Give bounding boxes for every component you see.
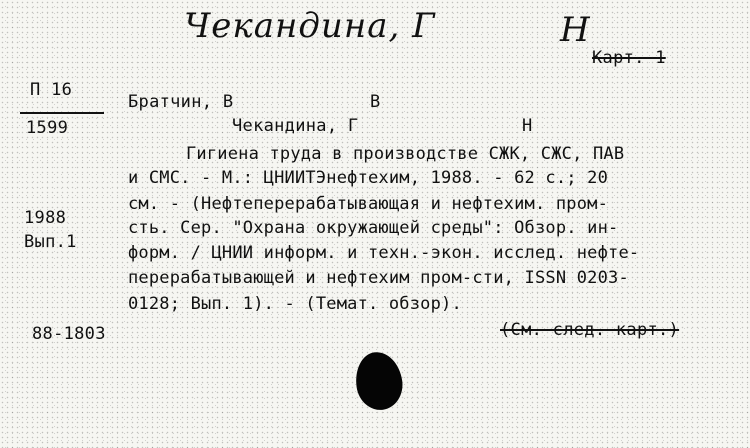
- call-number-divider: [20, 112, 104, 114]
- description-line: см. - (Нефтеперерабатывающая и нефтехим. пром-: [128, 194, 609, 214]
- record-number: 88-1803: [32, 324, 106, 344]
- description-line: сть. Сер. "Охрана окружающей среды": Обзор. ин-: [128, 218, 619, 238]
- handwritten-initial: Н: [560, 10, 591, 50]
- handwritten-author: Чекандина, Г: [184, 6, 436, 46]
- inventory-number: 1599: [26, 118, 69, 138]
- year: 1988: [24, 208, 67, 228]
- description-line: 0128; Вып. 1). - (Темат. обзор).: [128, 294, 462, 314]
- continuation-note: (См. след. карт.): [500, 320, 680, 340]
- description-line: и СМС. - М.: ЦНИИТЭнефтехим, 1988. - 62 с.; 20: [128, 168, 609, 188]
- call-number: П 16: [30, 80, 73, 100]
- description-line: перерабатывающей и нефтехим пром-сти, ISSN 0203-: [128, 268, 629, 288]
- second-author-initial: Н: [522, 116, 533, 136]
- first-author-initial: В: [370, 92, 381, 112]
- issue: Вып.1: [24, 232, 77, 252]
- first-author: Братчин, В: [128, 92, 234, 112]
- card-reference: Карт. 1: [592, 48, 666, 68]
- second-author: Чекандина, Г: [232, 116, 359, 136]
- description-line: форм. / ЦНИИ информ. и техн.-экон. исслед. нефте-: [128, 243, 640, 263]
- punch-hole: [352, 349, 406, 413]
- description-line: Гигиена труда в производстве СЖК, СЖС, ПАВ: [186, 144, 625, 164]
